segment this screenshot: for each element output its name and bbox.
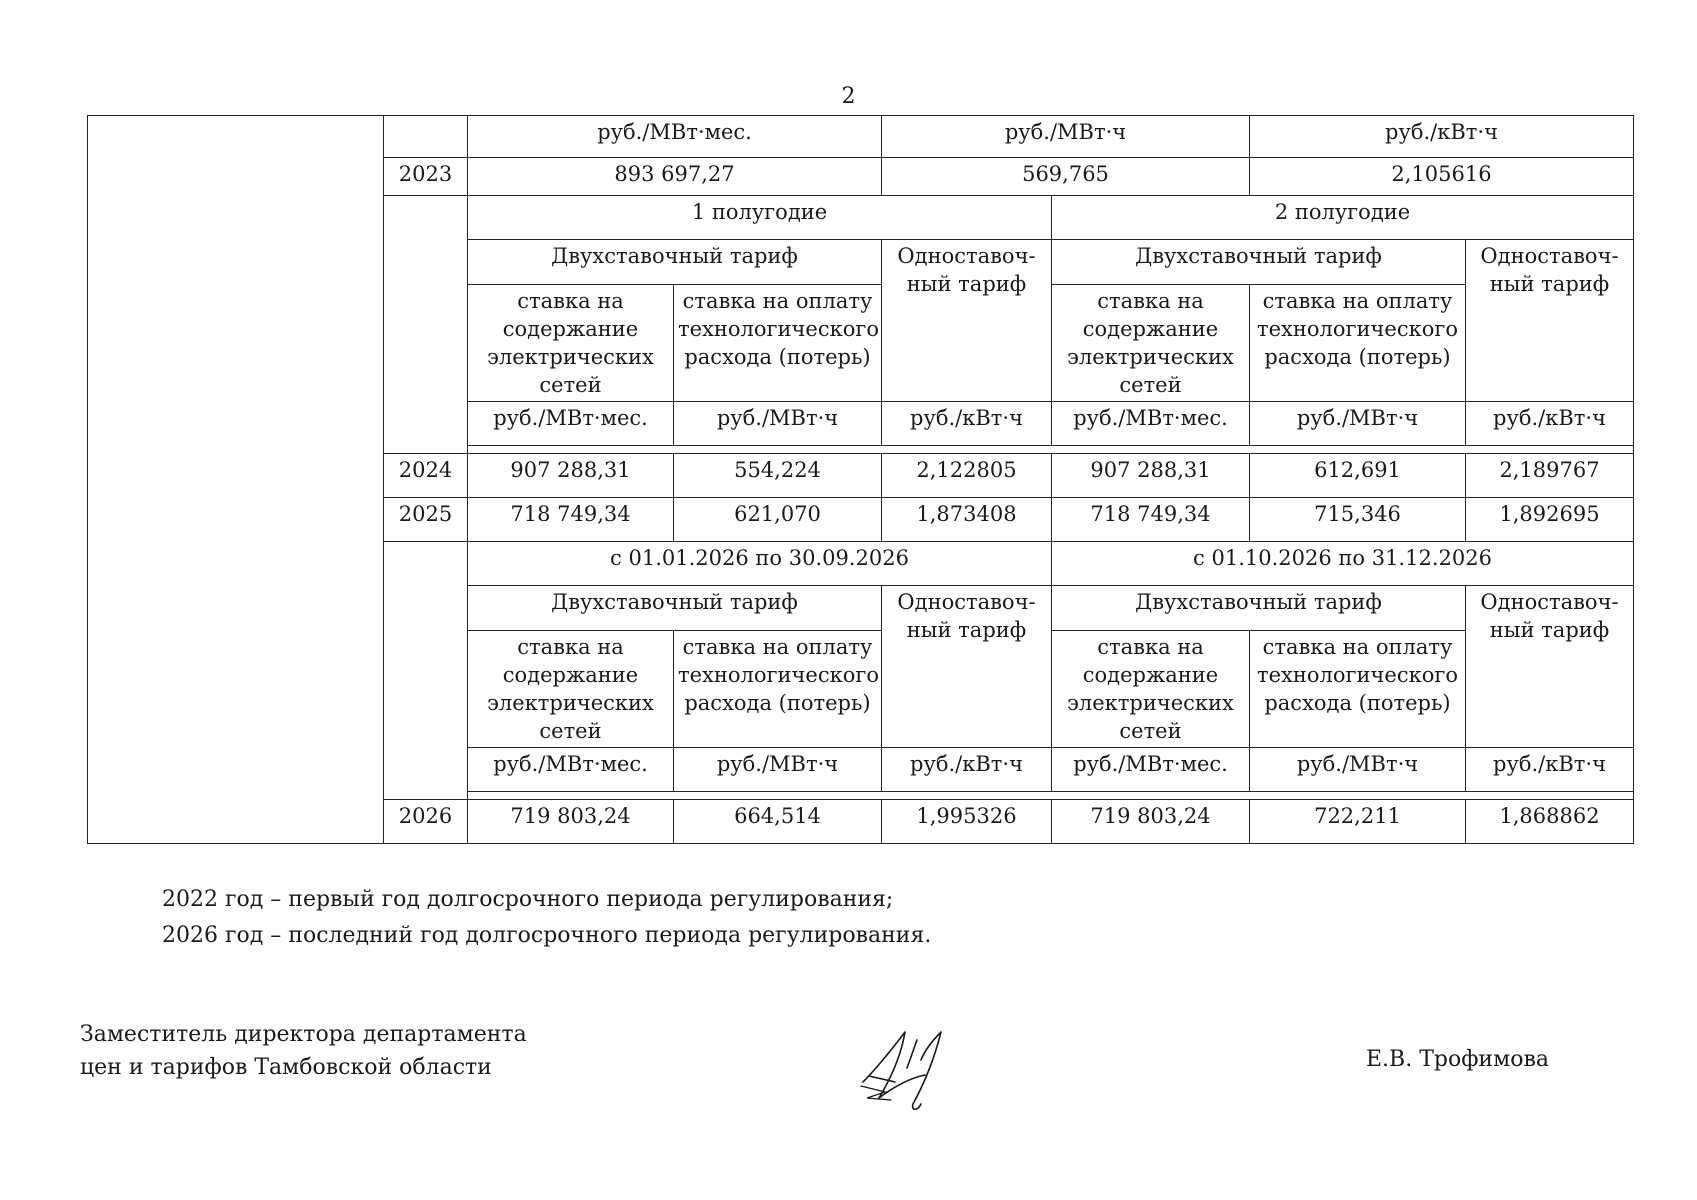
unit-cell: руб./МВт·мес. bbox=[1052, 748, 1250, 792]
unit-cell: руб./МВт·мес. bbox=[468, 748, 674, 792]
maintenance-rate-header: ставка на содержание электрических сетей bbox=[468, 285, 674, 402]
note-line: 2022 год – первый год долгосрочного периода регулирования; bbox=[162, 887, 894, 912]
single-rate-header: Одноставоч- ный тариф bbox=[882, 240, 1052, 402]
losses-rate-header: ставка на оплату технологического расхода (потерь) bbox=[1250, 285, 1466, 402]
year-cell: 2025 bbox=[384, 498, 468, 542]
unit-cell: руб./МВт·мес. bbox=[468, 402, 674, 446]
table-cell: 907 288,31 bbox=[1052, 454, 1250, 498]
year-cell: 2024 bbox=[384, 454, 468, 498]
period-header: с 01.10.2026 по 31.12.2026 bbox=[1052, 542, 1634, 586]
table-cell: 907 288,31 bbox=[468, 454, 674, 498]
unit-cell: руб./кВт·ч bbox=[882, 748, 1052, 792]
single-rate-header: Одноставоч- ный тариф bbox=[1466, 240, 1634, 402]
page-number: 2 bbox=[841, 84, 856, 109]
empty-year-header bbox=[384, 196, 468, 454]
empty-year-header bbox=[384, 116, 468, 158]
table-cell: 722,211 bbox=[1250, 800, 1466, 844]
losses-rate-header: ставка на оплату технологического расхода (потерь) bbox=[674, 631, 882, 748]
single-rate-header: Одноставоч- ный тариф bbox=[1466, 586, 1634, 748]
table-cell: 1,873408 bbox=[882, 498, 1052, 542]
unit-header: руб./кВт·ч bbox=[1250, 116, 1634, 158]
unit-cell: руб./кВт·ч bbox=[882, 402, 1052, 446]
spacer-row bbox=[468, 446, 1634, 454]
two-rate-header: Двухставочный тариф bbox=[1052, 586, 1466, 631]
handwritten-signature bbox=[855, 1020, 965, 1115]
two-rate-header: Двухставочный тариф bbox=[1052, 240, 1466, 285]
notes bbox=[162, 882, 931, 954]
unit-header: руб./МВт·ч bbox=[882, 116, 1250, 158]
unit-cell: руб./кВт·ч bbox=[1466, 402, 1634, 446]
period-header: 2 полугодие bbox=[1052, 196, 1634, 240]
unit-cell: руб./МВт·ч bbox=[674, 402, 882, 446]
unit-cell: руб./МВт·ч bbox=[1250, 748, 1466, 792]
table-cell: 569,765 bbox=[882, 158, 1250, 196]
two-rate-header: Двухставочный тариф bbox=[468, 586, 882, 631]
period-header: с 01.01.2026 по 30.09.2026 bbox=[468, 542, 1052, 586]
losses-rate-header: ставка на оплату технологического расхода (потерь) bbox=[674, 285, 882, 402]
table-cell: 719 803,24 bbox=[1052, 800, 1250, 844]
table-cell: 612,691 bbox=[1250, 454, 1466, 498]
maintenance-rate-header: ставка на содержание электрических сетей bbox=[1052, 631, 1250, 748]
losses-rate-header: ставка на оплату технологического расхода (потерь) bbox=[1250, 631, 1466, 748]
empty-left-cell bbox=[88, 116, 384, 844]
spacer-row bbox=[468, 792, 1634, 800]
table-cell: 664,514 bbox=[674, 800, 882, 844]
table-cell: 621,070 bbox=[674, 498, 882, 542]
year-cell: 2026 bbox=[384, 800, 468, 844]
maintenance-rate-header: ставка на содержание электрических сетей bbox=[1052, 285, 1250, 402]
unit-cell: руб./МВт·ч bbox=[1250, 402, 1466, 446]
maintenance-rate-header: ставка на содержание электрических сетей bbox=[468, 631, 674, 748]
unit-header: руб./МВт·мес. bbox=[468, 116, 882, 158]
table-cell: 2,189767 bbox=[1466, 454, 1634, 498]
unit-cell: руб./кВт·ч bbox=[1466, 748, 1634, 792]
table-cell: 715,346 bbox=[1250, 498, 1466, 542]
table-cell: 893 697,27 bbox=[468, 158, 882, 196]
table-cell: 718 749,34 bbox=[1052, 498, 1250, 542]
period-header: 1 полугодие bbox=[468, 196, 1052, 240]
note-line: 2026 год – последний год долгосрочного периода регулирования. bbox=[162, 923, 932, 948]
table-cell: 1,995326 bbox=[882, 800, 1052, 844]
table-cell: 718 749,34 bbox=[468, 498, 674, 542]
tariff-table bbox=[87, 115, 1634, 844]
table-cell: 554,224 bbox=[674, 454, 882, 498]
signer-title: Заместитель директора департамента цен и тарифов Тамбовской области bbox=[80, 1022, 527, 1080]
year-cell: 2023 bbox=[384, 158, 468, 196]
two-rate-header: Двухставочный тариф bbox=[468, 240, 882, 285]
table-cell: 2,122805 bbox=[882, 454, 1052, 498]
unit-cell: руб./МВт·мес. bbox=[1052, 402, 1250, 446]
unit-cell: руб./МВт·ч bbox=[674, 748, 882, 792]
single-rate-header: Одноставоч- ный тариф bbox=[882, 586, 1052, 748]
empty-year-header bbox=[384, 542, 468, 800]
table-cell: 719 803,24 bbox=[468, 800, 674, 844]
table-cell: 2,105616 bbox=[1250, 158, 1634, 196]
signer-name: Е.В. Трофимова bbox=[1366, 1047, 1549, 1072]
table-cell: 1,892695 bbox=[1466, 498, 1634, 542]
table-cell: 1,868862 bbox=[1466, 800, 1634, 844]
